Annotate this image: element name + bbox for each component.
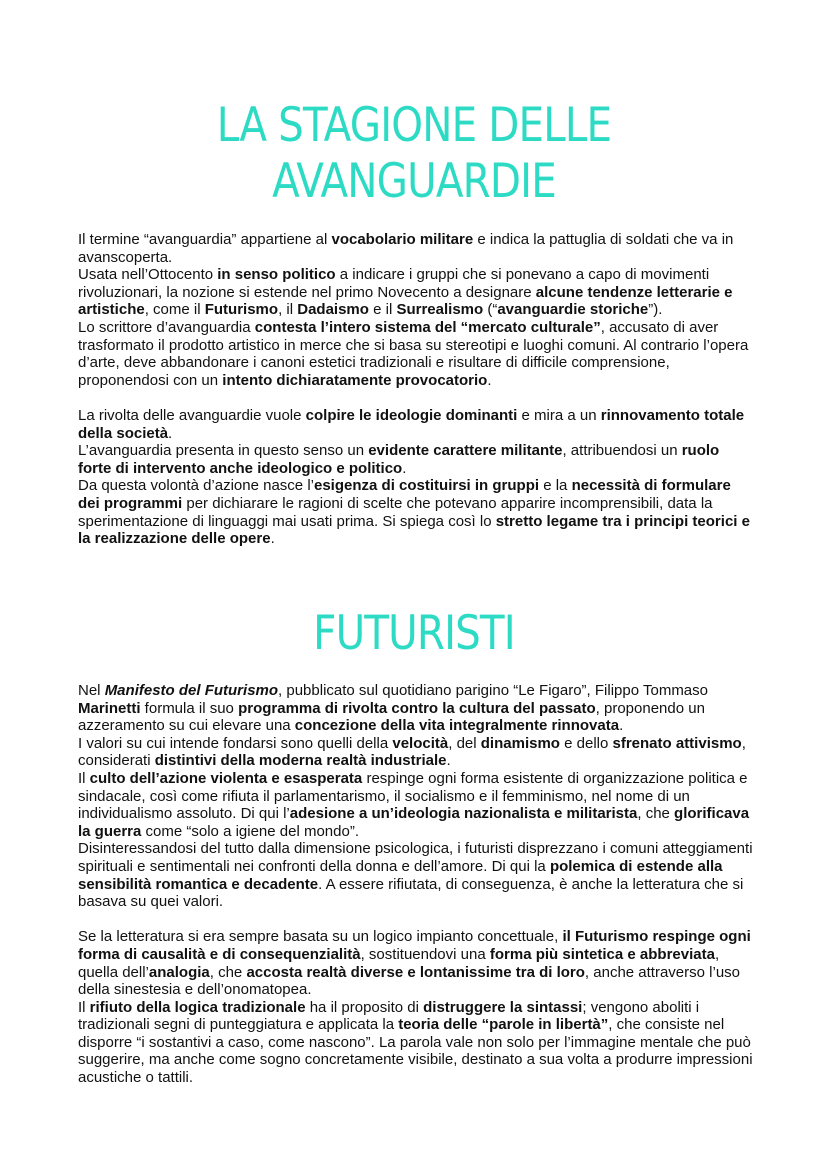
text-run: , che (209, 963, 247, 981)
paragraph-block (78, 928, 754, 1086)
emphasized-text: evidente carattere militante (368, 442, 563, 460)
text-run: , il (278, 301, 298, 319)
emphasized-text: analogia (148, 963, 210, 981)
section-title-avanguardie (0, 98, 828, 210)
text-run: ha il proposito di (305, 998, 424, 1016)
title-line: FUTURISTI (313, 606, 515, 661)
emphasized-text: vocabolario militare (331, 231, 474, 248)
emphasized-text: forma più sintetica e abbreviata (489, 945, 715, 963)
emphasized-text: dinamismo (480, 734, 560, 752)
text-run: e dello (559, 734, 613, 752)
text-run: e la (539, 477, 572, 495)
emphasized-text: Marinetti (78, 699, 141, 717)
text-run: ; vengono aboliti i tradizionali segni di punteggiatura e applicata la (78, 998, 700, 1034)
emphasized-text: culto dell’azione violenta e esasperata (89, 769, 363, 787)
paragraph (78, 770, 754, 840)
text-run: , quella dell’ (78, 945, 720, 981)
paragraph (78, 840, 754, 910)
text-run: , che (637, 805, 675, 823)
text-run: Il (78, 769, 90, 787)
text-run: . (487, 371, 492, 389)
paragraph (78, 999, 754, 1087)
paragraph (78, 735, 754, 770)
text-run: (“ (483, 301, 498, 319)
text-run: La rivolta delle avanguardie vuole (78, 406, 306, 424)
paragraph-block (78, 407, 754, 548)
emphasized-text: colpire le ideologie dominanti (305, 406, 518, 424)
paragraph (78, 231, 754, 266)
emphasized-text: distruggere la sintassi (423, 998, 583, 1016)
emphasized-text: adesione a un’ideologia nazionalista e militarista (289, 805, 638, 823)
paragraph (78, 266, 754, 319)
text-run: . (619, 717, 624, 735)
text-run: come “solo a igiene del mondo”. (141, 822, 359, 840)
emphasized-text: rinnovamento totale della società (78, 406, 745, 442)
text-run: . (168, 424, 173, 442)
emphasized-text: intento dichiaratamente provocatorio (222, 371, 488, 389)
text-run: per dichiarare le ragioni di scelte che potevano apparire incomprensibili, data la sperimentazione di linguaggi mai usati prima. Si spiega così lo (78, 494, 713, 530)
text-run: L’avanguardia presenta in questo senso un (78, 442, 369, 460)
paragraph (78, 407, 754, 442)
text-run: , del (448, 734, 481, 752)
emphasized-text: concezione della vita integralmente rinnovata (294, 717, 620, 735)
text-run: e mira a un (517, 406, 601, 424)
text-run: respinge ogni forma esistente di organizzazione politica e sindacale, così come rifiuta il parlamentarismo, il socialismo e il femminismo, nel nome di un individualismo assoluto. Di qui l’ (78, 769, 748, 823)
text-run: I valori su cui intende fondarsi sono quelli della (78, 734, 393, 752)
text-run: , sostituendovi una (360, 945, 490, 963)
paragraph (78, 477, 754, 547)
emphasized-text: alcune tendenze letterarie e artistiche (78, 283, 733, 319)
emphasized-text: teoria delle “parole in libertà” (398, 1016, 609, 1034)
emphasized-text: sfrenato attivismo (612, 734, 742, 752)
emphasized-text: velocità (392, 734, 449, 752)
section-body-futuristi (78, 682, 754, 1104)
emphasized-text: contesta l’intero sistema del “mercato culturale” (254, 318, 601, 336)
paragraph (78, 442, 754, 477)
text-run: e indica la pattuglia di soldati che va in avanscoperta. (78, 231, 734, 266)
text-run: . (270, 530, 275, 548)
text-run: Se la letteratura si era sempre basata su un logico impianto concettuale, (78, 928, 563, 946)
emphasized-text: esigenza di costituirsi in gruppi (314, 477, 540, 495)
text-run: , come il (144, 301, 205, 319)
emphasized-text: avanguardie storiche (497, 301, 649, 319)
paragraph-block (78, 682, 754, 911)
title-line: AVANGUARDIE (272, 154, 556, 209)
paragraph-block (78, 231, 754, 389)
text-run: , accusato di aver trasformato il prodotto artistico in merce che si basa su stereotipi e luoghi comuni. Al contrario l’opera d’arte, deve abbandonare i canoni estetici tradizionali e risultare di difficile comprensione, proponendosi con un (78, 318, 749, 389)
text-run: Il (78, 998, 90, 1016)
emphasized-text: Futurismo (204, 301, 279, 319)
text-run: , proponendo un azzeramento su cui elevare una (78, 699, 705, 735)
emphasized-text: stretto legame tra i principi teorici e la realizzazione delle opere (78, 512, 750, 548)
text-run: . (446, 752, 451, 770)
emphasized-text: necessità di formulare dei programmi (78, 477, 731, 512)
emphasized-text: Manifesto del Futurismo (104, 682, 279, 699)
text-run: , pubblicato sul quotidiano parigino “Le Figaro”, Filippo Tommaso (278, 682, 708, 699)
text-run: Nel (78, 682, 105, 699)
text-run: , considerati (78, 734, 746, 770)
text-run: Il termine “avanguardia” appartiene al (78, 231, 332, 248)
text-run: e il (368, 301, 397, 319)
text-run: . (402, 459, 407, 477)
text-run: , che consiste nel disporre “i sostantivi a caso, come nascono”. La parola vale non solo per l’immagine mentale che può suggerire, ma anche come sogno concretamente visibile, destinato a sua volta a produrre impressioni acustiche o tattili. (78, 1016, 753, 1087)
emphasized-text: ruolo forte di intervento anche ideologico e politico (78, 442, 720, 477)
paragraph (78, 682, 754, 735)
text-run: formula il suo (140, 699, 239, 717)
paragraph (78, 928, 754, 998)
text-run: , anche attraverso l’uso della sinestesia e dell’onomatopea. (78, 963, 741, 999)
emphasized-text: distintivi della moderna realtà industriale (154, 752, 447, 770)
title-line: LA STAGIONE DELLE (216, 98, 612, 153)
text-run: Lo scrittore d’avanguardia (78, 318, 255, 336)
text-run: Disinteressandosi del tutto dalla dimensione psicologica, i futuristi disprezzano i comuni atteggiamenti spirituali e sentimentali nei confronti della donna e dell’amore. Di qui la (78, 840, 753, 875)
emphasized-text: rifiuto della logica tradizionale (89, 998, 306, 1016)
emphasized-text: glorificava la guerra (78, 805, 750, 840)
section-body-avanguardie (78, 231, 754, 565)
text-run: Da questa volontà d’azione nasce l’ (78, 477, 314, 495)
section-title-futuristi (0, 606, 828, 662)
emphasized-text: in senso politico (217, 266, 336, 284)
emphasized-text: Dadaismo (297, 301, 369, 319)
emphasized-text: Surrealismo (396, 301, 484, 319)
paragraph (78, 319, 754, 389)
emphasized-text: polemica di estende alla sensibilità romantica e decadente (78, 857, 723, 893)
emphasized-text: il Futurismo respinge ogni forma di causalità e di consequenzialità (78, 928, 751, 963)
text-run: a indicare i gruppi che si ponevano a capo di movimenti rivoluzionari, la nozione si estende nel primo Novecento a designare (78, 266, 710, 301)
text-run: . A essere rifiutata, di conseguenza, è anche la letteratura che si basava su quei valori. (78, 875, 744, 911)
text-run: ”). (648, 301, 663, 319)
emphasized-text: programma di rivolta contro la cultura del passato (238, 699, 596, 717)
text-run: Usata nell’Ottocento (78, 266, 218, 284)
emphasized-text: accosta realtà diverse e lontanissime tra di loro (246, 963, 585, 981)
text-run: , attribuendosi un (562, 442, 682, 460)
